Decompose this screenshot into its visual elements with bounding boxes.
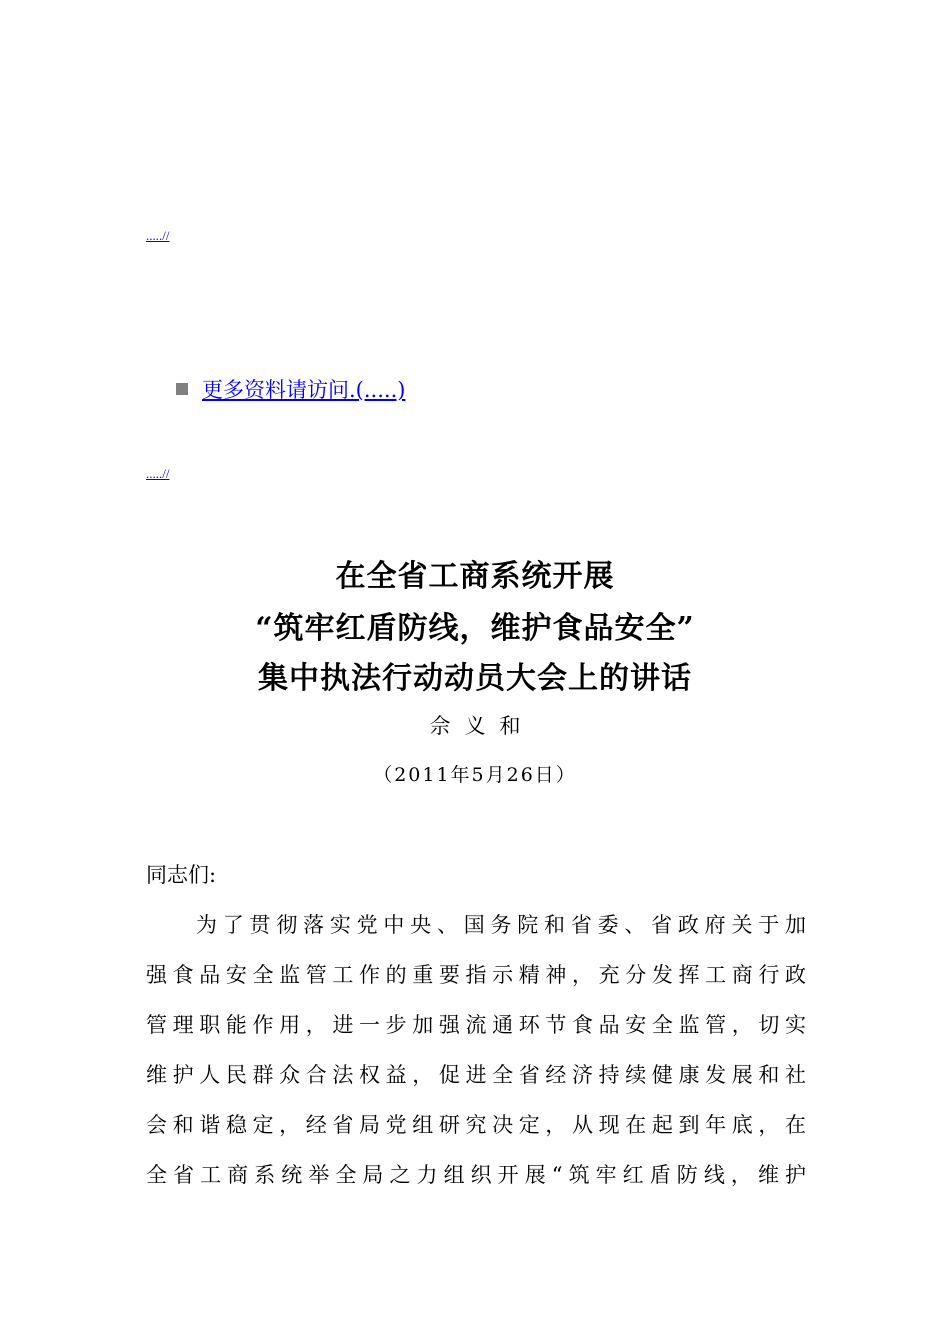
more-resources-link[interactable]: 更多资料请访问.(.....) — [202, 378, 406, 402]
title-line-3: 集中执法行动动员大会上的讲话 — [258, 661, 692, 696]
body-line-6: 全省工商系统举全局之力组织开展“筑牢红盾防线，维护 — [146, 1163, 806, 1187]
url-link-mid[interactable]: .....// — [146, 466, 170, 481]
author-name: 佘义和 — [429, 714, 535, 738]
title-line-2: “筑牢红盾防线，维护食品安全” — [255, 611, 695, 646]
body-line-2: 强食品安全监管工作的重要指示精神，充分发挥工商行政 — [146, 963, 806, 987]
title-line-1: 在全省工商系统开展 — [335, 559, 615, 594]
url-link-top[interactable]: .....// — [146, 228, 170, 243]
body-line-4: 维护人民群众合法权益，促进全省经济持续健康发展和社 — [146, 1063, 806, 1087]
more-resources-row — [176, 374, 405, 404]
body-line-5: 会和谐稳定，经省局党组研究决定，从现在起到年底，在 — [146, 1113, 806, 1137]
speech-date: （2011年5月26日） — [373, 764, 577, 786]
square-bullet-icon — [176, 383, 188, 395]
salutation: 同志们: — [146, 863, 217, 887]
body-line-1: 为了贯彻落实党中央、国务院和省委、省政府关于加 — [196, 913, 806, 937]
body-line-3: 管理职能作用，进一步加强流通环节食品安全监管，切实 — [146, 1013, 806, 1037]
